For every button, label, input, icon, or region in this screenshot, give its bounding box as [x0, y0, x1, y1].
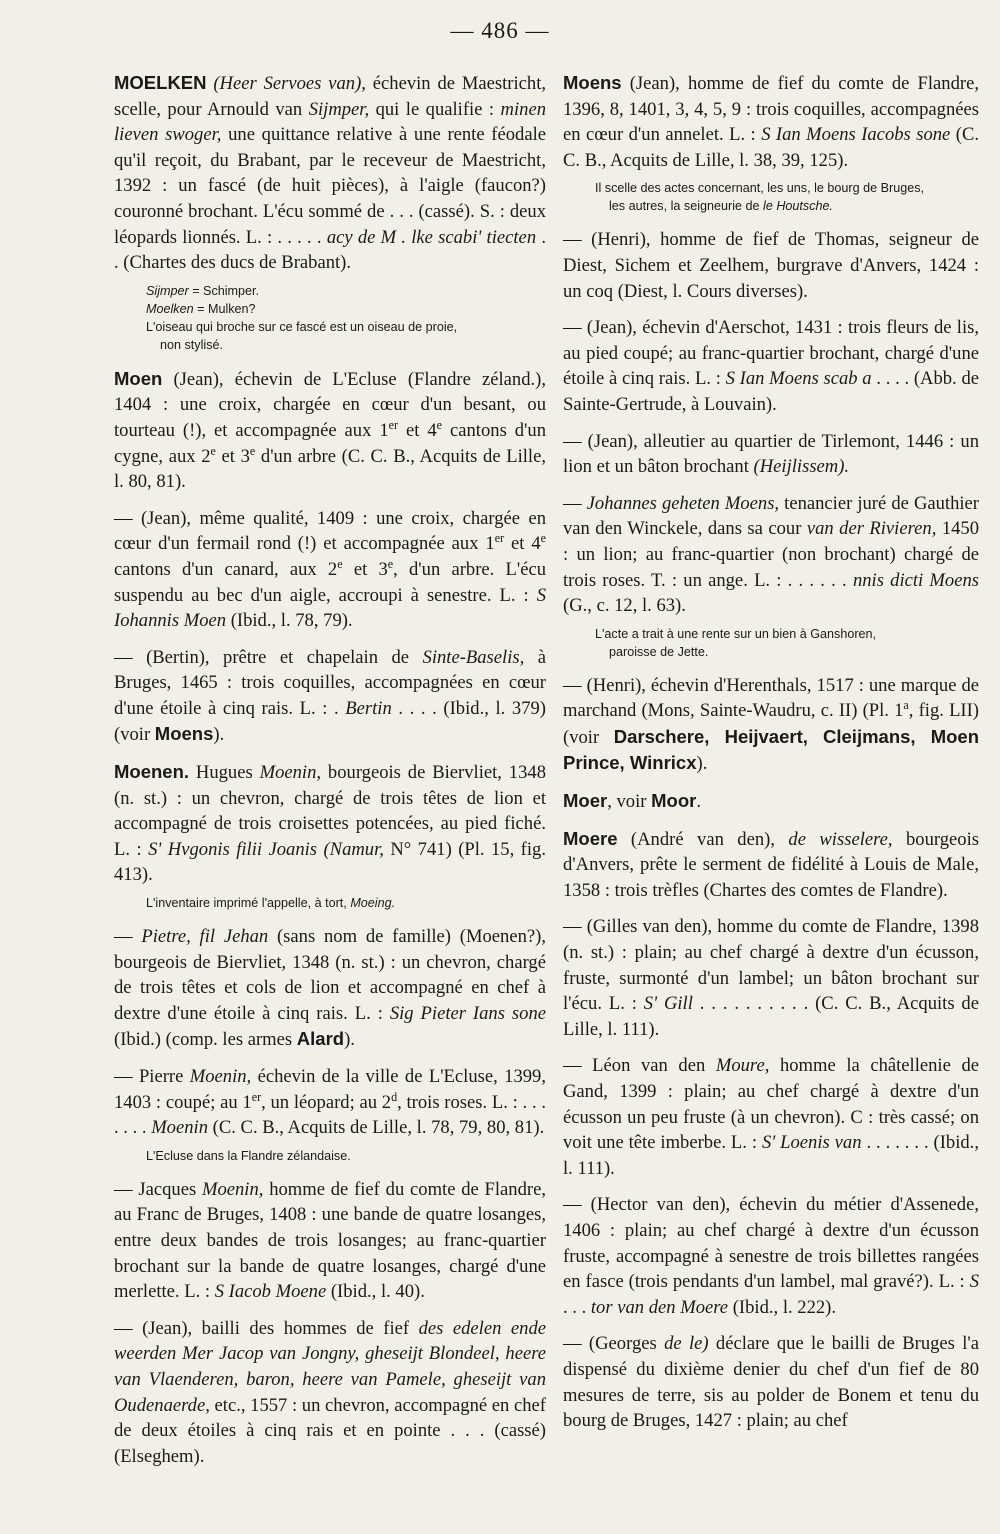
footnote: Sijmper = Schimper. Moelken = Mulken? L'oiseau qui broche sur ce fascé est un oiseau de proie, non stylisé.	[146, 283, 458, 352]
footnote: Il scelle des actes concernant, les uns, le bourg de Bruges, les autres, la seigneurie de le Houtsche.	[595, 181, 925, 214]
dictionary-entry: — (Bertin), prêtre et chapelain de Sinte-Baselis, à Bruges, 1465 : trois coquilles, accompagnées en cœur d'une étoile à cinq rais. L. : . Bertin . . . . (Ibid., l. 379) (voir Moens).	[114, 646, 546, 746]
footnote: L'inventaire imprimé l'appelle, à tort, Moeing.	[146, 896, 396, 911]
dictionary-entry: Moen (Jean), échevin de L'Ecluse (Flandre zéland.), 1404 : une croix, chargée en cœur d'un besant, ou tourteau (!), et accompagnée aux 1er et 4e cantons d'un cygne, aux 2e et 3e d'un arbre (C. C. B., Acquits de Lille, l. 80, 81).	[114, 367, 546, 493]
dictionary-entry: — (Jean), alleutier au quartier de Tirlemont, 1446 : un lion et un bâton brochant (Heijlissem).	[563, 430, 979, 478]
dictionary-entry: — Jacques Moenin, homme de fief du comte de Flandre, au Franc de Bruges, 1408 : une bande de quatre losanges, entre deux bandes de trois losanges; au franc-quartier brochant sur la bande de quatre losanges, chargé d'une merlette. L. : S Iacob Moene (Ibid., l. 40).	[114, 1178, 546, 1303]
dictionary-entry: Moere (André van den), de wisselere, bourgeois d'Anvers, prête le serment de fidélité à Louis de Male, 1358 : trois trèfles (Chartes des comtes de Flandre).	[563, 827, 979, 901]
dictionary-entry: Moer, voir Moor.	[563, 790, 701, 813]
dictionary-entry: MOELKEN (Heer Servoes van), échevin de Maestricht, scelle, pour Arnould van Sijmper, qui le qualifie : minen lieven swoger, une quittance relative à une rente féodale qu'il reçoit, du Brabant, par le receveur de Maestricht, 1392 : un fascé (de huit pièces), à l'aigle (faucon?) couronné brochant. L'écu sommé de . . . (cassé). S. : deux léopards lionnés. L. : . . . . . acy de M . lke scabi' tiecten . . (Chartes des ducs de Brabant).	[114, 72, 547, 274]
dictionary-entry: — (Hector van den), échevin du métier d'Assenede, 1406 : plain; au chef chargé à dextre d'un écusson fruste, accompagné à senestre de trois billettes rangées en fasce (trois pendants d'un lambel, mal gravé?). L. : S . . . tor van den Moere (Ibid., l. 222).	[563, 1194, 979, 1318]
dictionary-entry: — (Gilles van den), homme du comte de Flandre, 1398 (n. st.) : plain; au chef chargé à dextre d'un écusson, fruste, surmonté d'un lambel; un bâton brochant sur l'écu. L. : S' Gill . . . . . . . . . . (C. C. B., Acquits de Lille, l. 111).	[563, 916, 979, 1040]
page-number: — 486 —	[450, 18, 550, 43]
right-column	[563, 70, 979, 1445]
dictionary-entry: — (Jean), échevin d'Aerschot, 1431 : trois fleurs de lis, au pied coupé; au franc-quartier brochant, chargé d'une étoile à cinq rais. L. : S Ian Moens scab a . . . . (Abb. de Sainte-Gertrude, à Louvain).	[563, 317, 979, 415]
dictionary-entry: — (Georges de le) déclare que le bailli de Bruges l'a dispensé du dixième denier du chef d'un fief de 80 mesures de terre, sis au polder de Bonem et tenu du bourg de Bruges, 1427 : plain; au chef	[563, 1333, 979, 1432]
dictionary-entry: — (Henri), homme de fief de Thomas, seigneur de Diest, Sichem et Zeelhem, burgrave d'Anvers, 1424 : un coq (Diest, l. Cours diverses).	[563, 229, 979, 302]
dictionary-entry: Moenen. Hugues Moenin, bourgeois de Biervliet, 1348 (n. st.) : un chevron, chargé de trois têtes de lion et accompagné de trois croisettes potencées, au pied fiché. L. : S' Hvgonis filii Joanis (Namur, N° 741) (Pl. 15, fig. 413).	[114, 761, 546, 886]
dictionary-entry: — (Henri), échevin d'Herenthals, 1517 : une marque de marchand (Mons, Sainte-Waudru, c. II) (Pl. 1$^a$, fig. LII) (voir Darschere, Heijvaert, Cleijmans, Moen Prince, Winricx).	[563, 674, 979, 775]
dictionary-entry: Moens (Jean), homme de fief du comte de Flandre, 1396, 8, 1401, 3, 4, 5, 9 : trois coquilles, accompagnées en cœur d'un annelet. L. : S Ian Moens Iacobs sone (C. C. B., Acquits de Lille, l. 38, 39, 125).	[563, 72, 980, 171]
footnote: L'acte a trait à une rente sur un bien à Ganshoren, paroisse de Jette.	[595, 626, 877, 659]
dictionary-entry: — (Jean), même qualité, 1409 : une croix, chargée en cœur d'un fermail rond (!) et accompagnée aux 1er et 4e cantons d'un canard, aux 2e et 3e, d'un arbre. L'écu suspendu au bec d'un aigle, accroupi à senestre. L. : S Iohannis Moen (Ibid., l. 78, 79).	[114, 507, 547, 632]
dictionary-entry: — Johannes geheten Moens, tenancier juré de Gauthier van den Winckele, dans sa cour van der Rivieren, 1450 : un lion; au franc-quartier (non brochant) chargé de trois roses. T. : un ange. L. : . . . . . . nnis dicti Moens (G., c. 12, l. 63).	[563, 492, 980, 617]
dictionary-entry: — (Jean), bailli des hommes de fief des edelen ende weerden Mer Jacop van Jongny, gheseijt Blondeel, heere van Vlaenderen, baron, heere van Pamele, gheseijt van Oudenaerde, etc., 1557 : un chevron, accompagné en chef de deux étoiles à cinq rais et en pointe . . . (cassé) (Elseghem).	[114, 1317, 546, 1467]
footnote: L'Ecluse dans la Flandre zélandaise.	[146, 1148, 351, 1163]
dictionary-entry: — Pietre, fil Jehan (sans nom de famille) (Moenen?), bourgeois de Biervliet, 1348 (n. st.) : un chevron, chargé de trois têtes et cols de lion et accompagné en chef à dextre d'une étoile à cinq rais. L. : Sig Pieter Ians sone (Ibid.) (comp. les armes Alard).	[114, 926, 546, 1051]
dictionary-entry: — Pierre Moenin, échevin de la ville de L'Ecluse, 1399, 1403 : coupé; au 1er, un léopard; au 2$^d$, trois roses. L. : . . . . . . . Moenin (C. C. B., Acquits de Lille, l. 78, 79, 80, 81).	[114, 1066, 546, 1139]
left-column	[114, 70, 546, 1480]
dictionary-entry: — Léon van den Moure, homme la châtellenie de Gand, 1399 : plain; au chef chargé à dextre d'un écusson un peu fruste (à un chevron). C : très cassé; on voit une tête imberbe. L. : S' Loenis van . . . . . . . (Ibid., l. 111).	[563, 1055, 979, 1179]
